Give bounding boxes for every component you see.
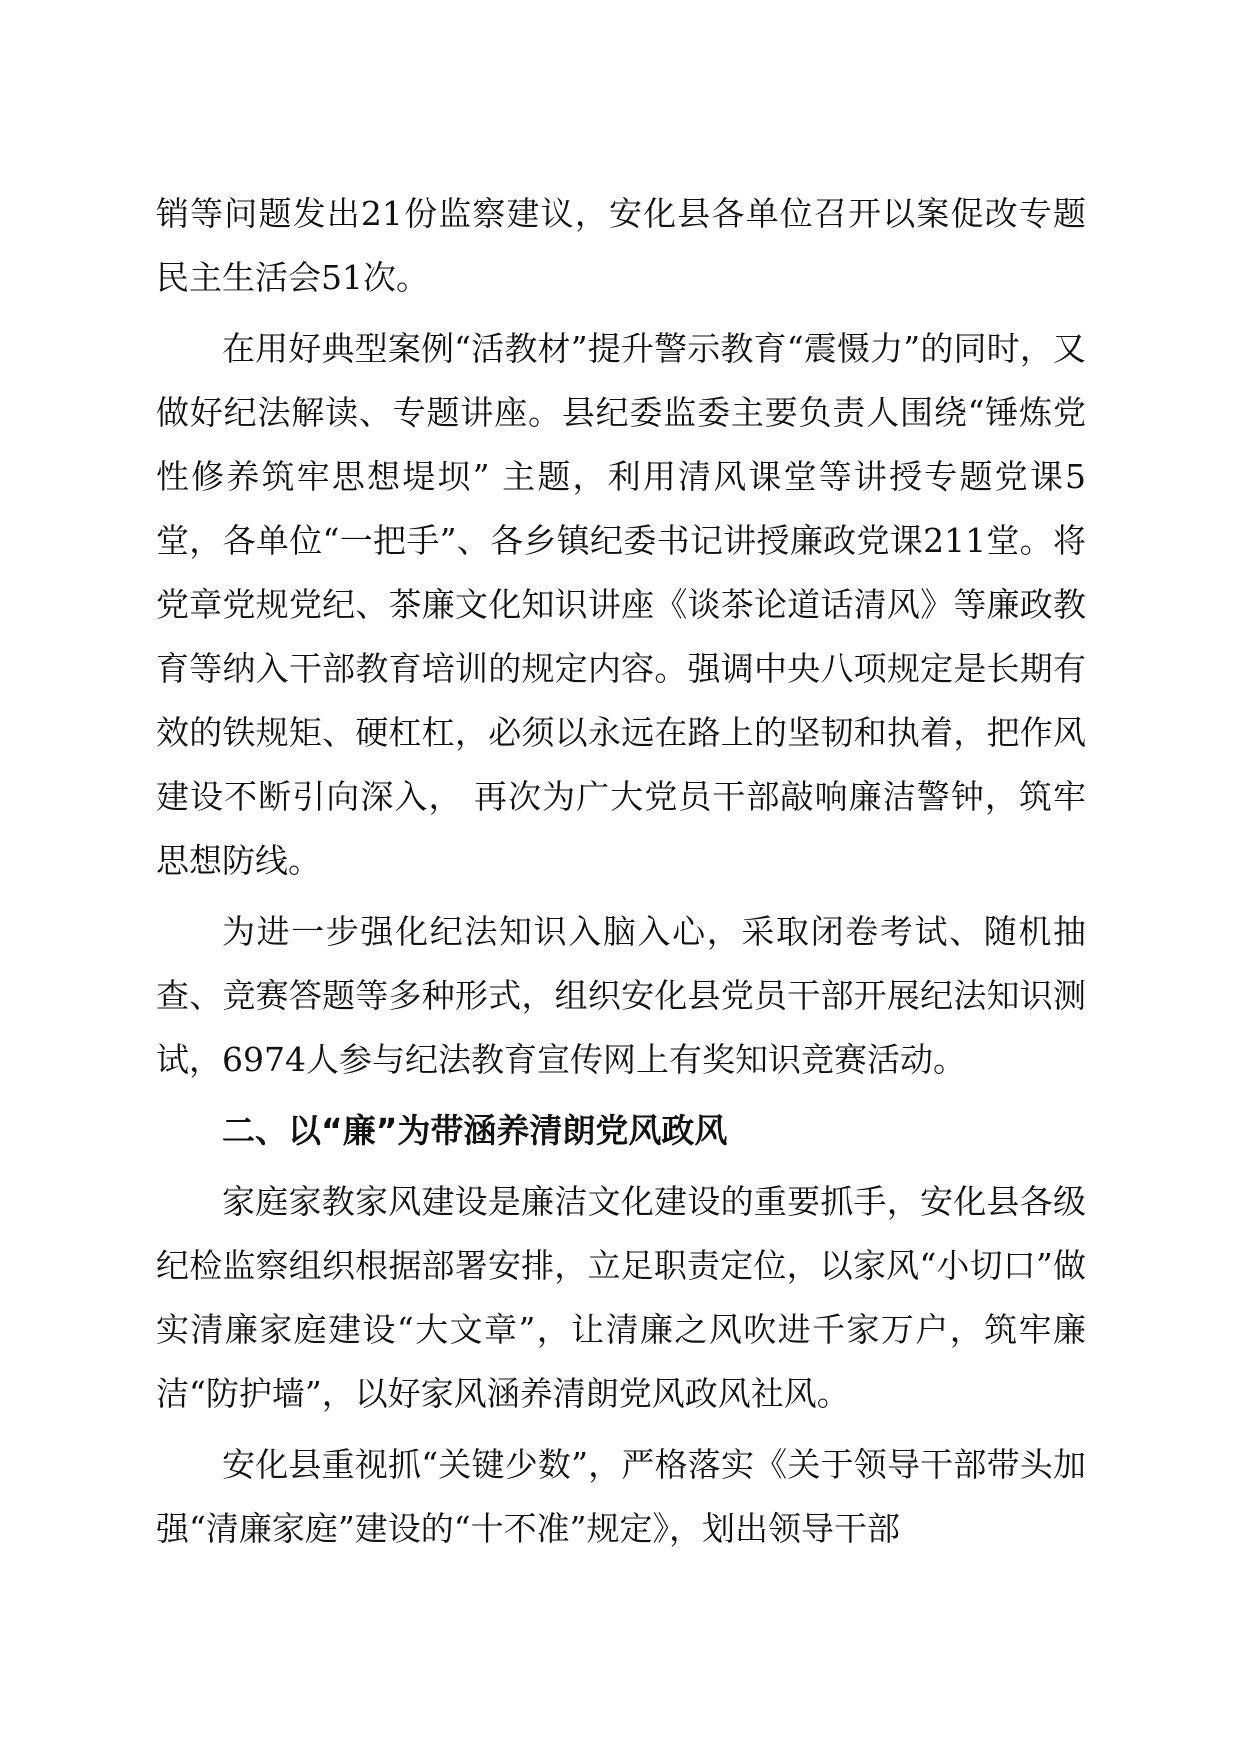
paragraph-knowledge-test: 为进一步强化纪法知识入脑入心，采取闭卷考试、随机抽查、竞赛答题等多种形式，组织安化县党员干部开展纪法知识测试，6974人参与纪法教育宣传网上有奖知识竞赛活动。 (156, 912, 1086, 1079)
paragraph-continuation: 销等问题发出21份监察建议，安化县各单位召开以案促改专题民主生活会51次。 (156, 194, 1086, 297)
paragraph-warning-education: 在用好典型案例“活教材”提升警示教育“震慑力”的同时，又做好纪法解读、专题讲座。县纪委监委主要负责人围绕“锤炼党性修养筑牢思想堤坝” 主题，利用清风课堂等讲授专题党课5堂，各单位“一把手”、各乡镇纪委书记讲授廉政党课211堂。将党章党规党纪、茶廉文化知识讲座《谈茶论道话清风》等廉政教育等纳入干部教育培训的规定内容。强调中央八项规定是长期有效的铁规矩、硬杠杠，必须以永远在路上的坚韧和执着，把作风建设不断引向深入， 再次为广大党员干部敲响廉洁警钟，筑牢思想防线。 (156, 329, 1086, 880)
section-heading: 二、以“廉”为带涵养清朗党风政风 (222, 1111, 728, 1150)
paragraph-key-minority: 安化县重视抓“关键少数”，严格落实《关于领导干部带头加强“清廉家庭”建设的“十不准”规定》，划出领导干部 (156, 1445, 1086, 1548)
document-body (156, 182, 1086, 1568)
paragraph-family-style: 家庭家教家风建设是廉洁文化建设的重要抓手，安化县各级纪检监察组织根据部署安排，立足职责定位，以家风“小切口”做实清廉家庭建设“大文章”，让清廉之风吹进千家万户，筑牢廉洁“防护墙”，以好家风涵养清朗党风政风社风。 (156, 1182, 1086, 1413)
